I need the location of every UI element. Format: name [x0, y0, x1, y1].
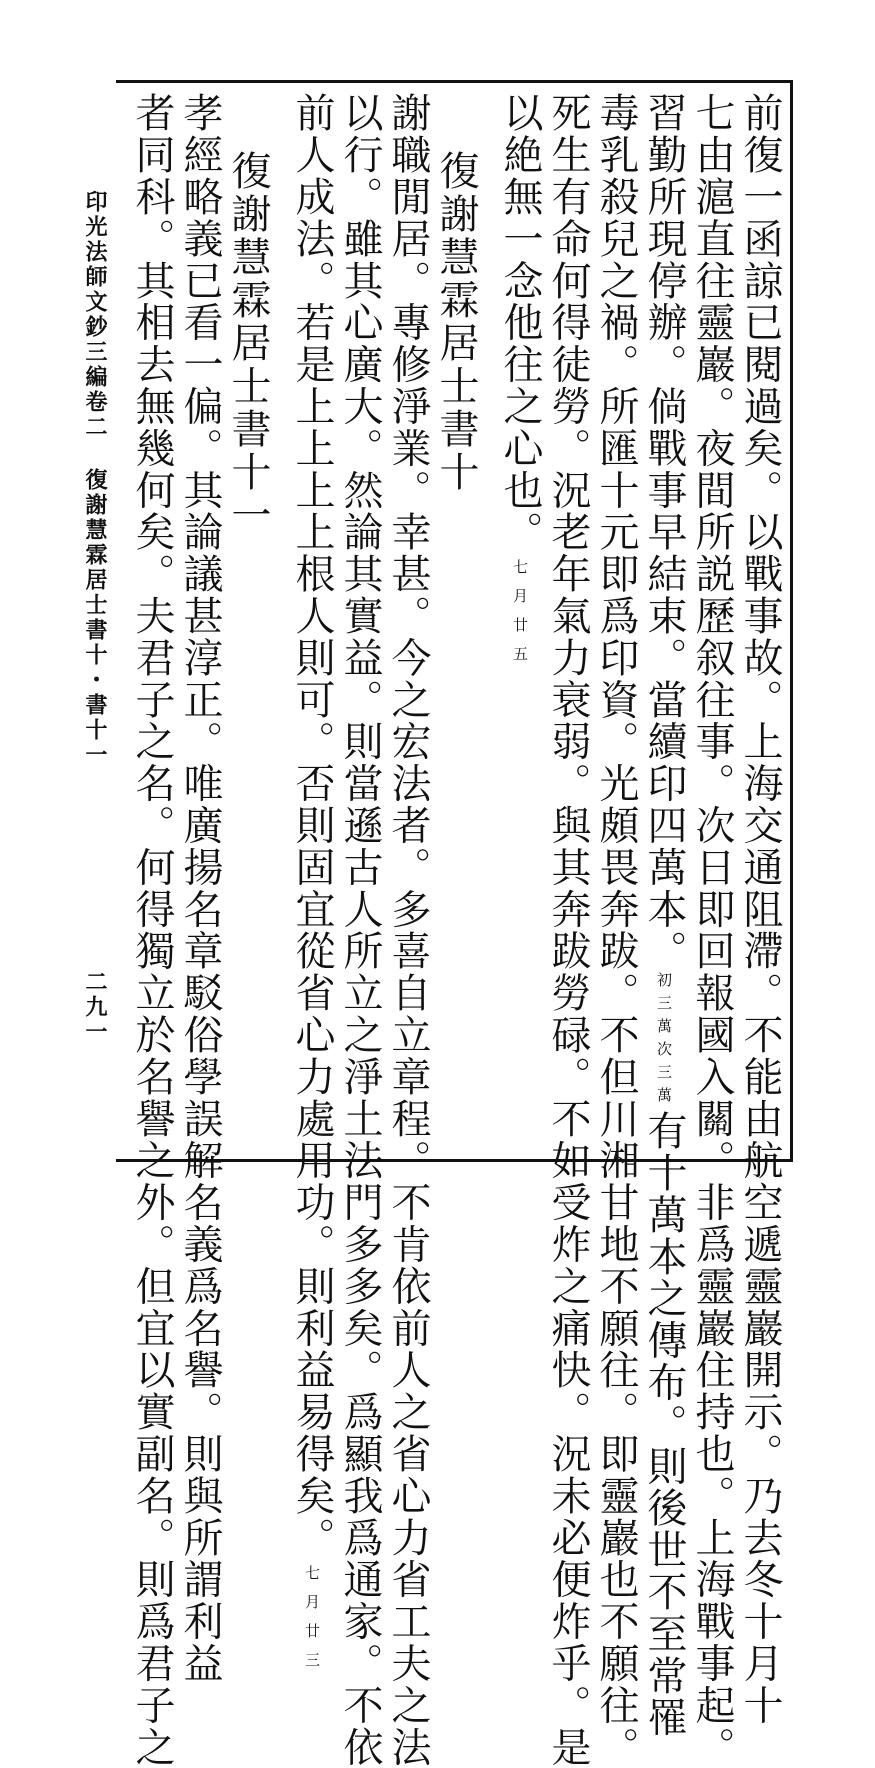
text-column-14: 孝經略義已看一偏。其論議甚淳正。唯廣揚名章駁俗學誤解名義爲名譽。則與所謂利益 — [177, 92, 223, 1685]
date-note-letter-ten: 七月廿五 — [511, 558, 529, 675]
column-3-text-b: 有十萬本之傳布。則後世不至常罹 — [641, 1109, 687, 1739]
text-column-10: 以行。雖其心廣大。然論其實益。則當遜古人所立之淨土法門多多矣。爲顯我爲通家。不依 — [337, 92, 383, 1768]
text-column-11 — [289, 92, 335, 1681]
page-number: 二九一 — [82, 970, 108, 1045]
date-note-letter-eleven: 七月廿三 — [303, 1564, 321, 1681]
running-header-section: 復謝慧霖居士書十・書十一 — [82, 468, 108, 768]
running-header-book: 印光法師文鈔三編卷二 — [82, 190, 108, 440]
text-column-9: 謝職閒居。專修淨業。幸甚。今之宏法者。多喜自立章程。不肯依前人之省心力省工夫之法 — [385, 92, 431, 1768]
column-3-text-a: 習勤所現停辦。倘戰事早結束。當續印四萬本。 — [641, 92, 687, 972]
text-column-5: 死生有命何得徒勞。況老年氣力衰弱。與其奔跋勞碌。不如受炸之痛快。況未必便炸乎。是 — [545, 92, 591, 1768]
text-column-2: 七由滬直往靈巖。夜間所説歷叙往事。次日即回報國入關。非爲靈巖住持也。上海戰事起。 — [689, 92, 735, 1768]
letter-title-eleven: 復謝慧霖居士書十一 — [225, 150, 271, 537]
column-6-text: 以絶無一念他往之心也。 — [497, 92, 543, 553]
text-column-1: 前復一函諒已閱過矣。以戰事故。上海交通阻滯。不能由航空遞靈巖開示。乃去冬十月十 — [737, 92, 783, 1727]
text-column-4: 毒乳殺兒之禍。所匯十元即爲印資。光頗畏奔跋。不但川湘甘地不願往。即靈巖也不願往。 — [593, 92, 639, 1768]
text-column-3 — [641, 92, 687, 1739]
letter-title-ten: 復謝慧霖居士書十 — [433, 150, 479, 494]
column-11-text: 前人成法。若是上上上上根人則可。否則固宜從省心力處用功。則利益易得矣。 — [289, 92, 335, 1559]
text-column-6 — [497, 92, 543, 1160]
text-column-15: 者同科。其相去無幾何矣。夫君子之名。何得獨立於名譽之外。但宜以實副名。則爲君子之 — [129, 92, 175, 1768]
inline-note-printing-counts: 初三萬次三萬 — [655, 971, 673, 1110]
